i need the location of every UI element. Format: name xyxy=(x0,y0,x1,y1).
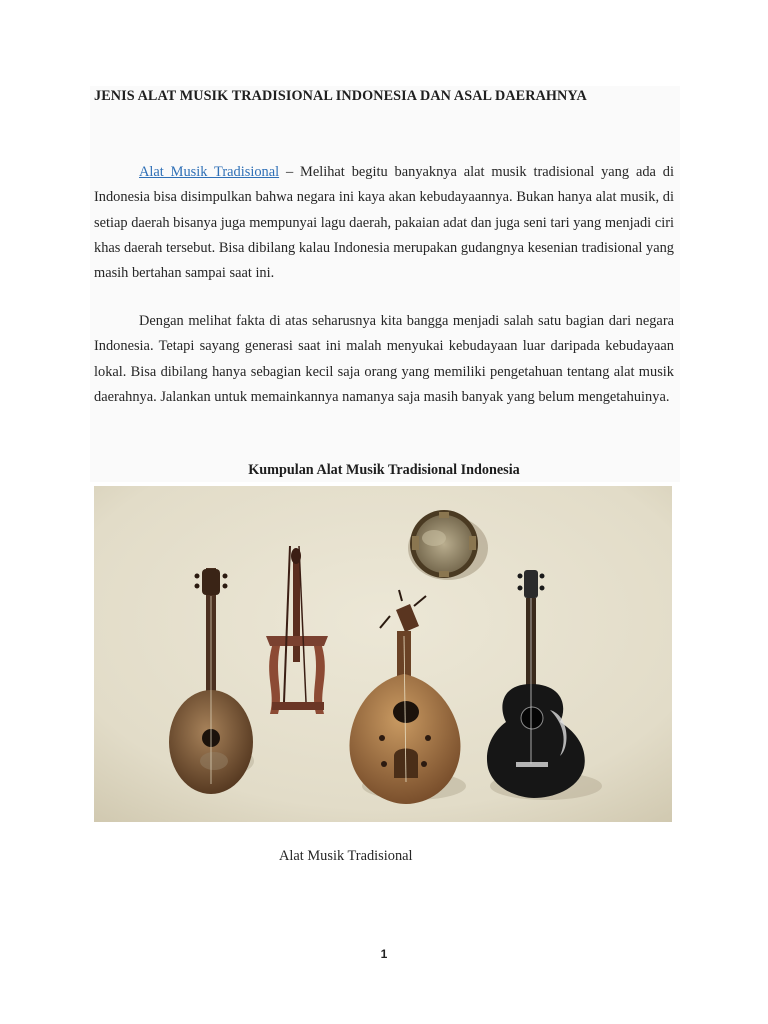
image-caption: Alat Musik Tradisional xyxy=(279,848,413,864)
section-subtitle: Kumpulan Alat Musik Tradisional Indonesia xyxy=(248,462,520,478)
document-title: JENIS ALAT MUSIK TRADISIONAL INDONESIA DAN ASAL DAERAHNYA xyxy=(94,88,587,104)
page-number: 1 xyxy=(380,947,388,961)
intro-paragraph xyxy=(94,160,674,286)
intro-paragraph-text: – Melihat begitu banyaknya alat musik tradisional yang ada di Indonesia bisa disimpulkan bahwa negara ini kaya akan kebudayaannya. Bukan hanya alat musik, di setiap daerah bisanya juga mempunyai lagu daerah, pakaian adat dan juga seni tari yang menjadi ciri khas daerah tersebut. Bisa dibilang kalau Indonesia merupakan gudangnya kesenian tradisional yang masih bertahan sampai saat ini. xyxy=(94,164,674,282)
second-paragraph: Dengan melihat fakta di atas seharusnya kita bangga menjadi salah satu bagian dari negara Indonesia. Tetapi sayang generasi saat ini malah menyukai kebudayaan luar daripada kebudayaan lokal. Bisa dibilang hanya sebagian kecil saja orang yang memiliki pengetahuan tentang alat musik daerahnya. Jalankan untuk memainkannya namanya saja masih banyak yang belum mengetahuinya. xyxy=(94,313,674,405)
alat-musik-tradisional-link[interactable]: Alat Musik Tradisional xyxy=(139,164,280,180)
instruments-photo xyxy=(94,486,672,822)
